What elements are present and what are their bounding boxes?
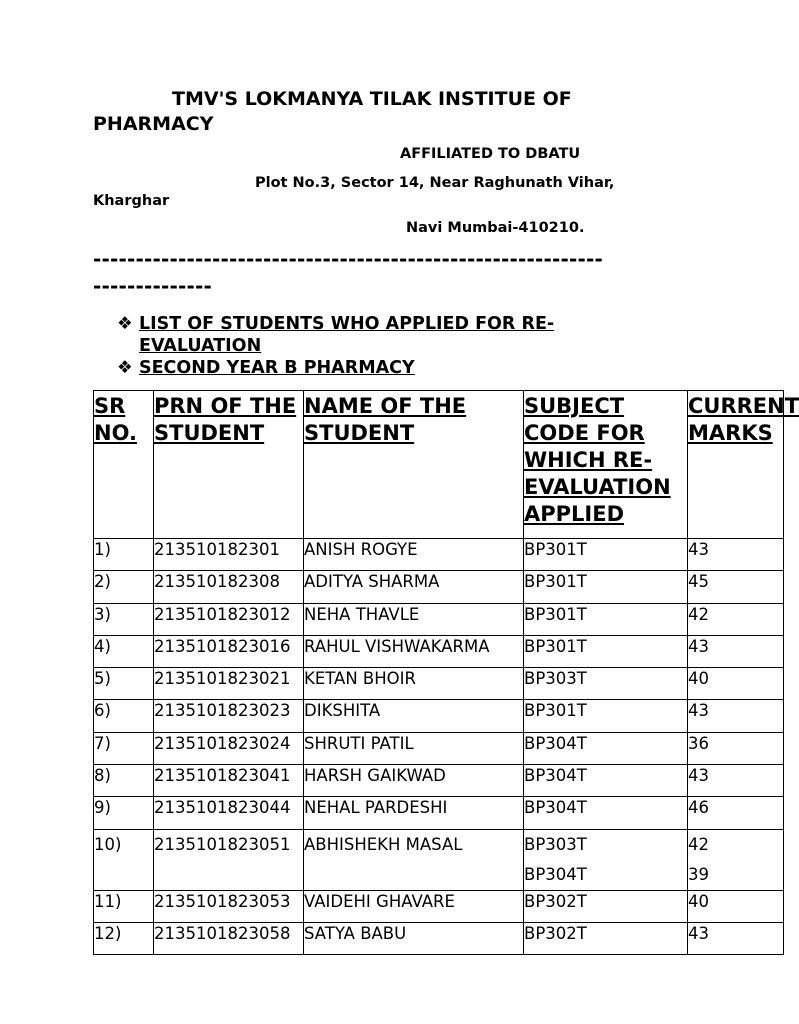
cell-sr-no-text: 9) — [94, 798, 111, 818]
divider-line1: ------------------------------------------------------------ — [93, 247, 604, 271]
cell-current-marks — [688, 635, 784, 667]
cell-sr-no-text: 6) — [94, 701, 111, 721]
cell-prn — [154, 890, 304, 922]
table-row — [94, 890, 784, 922]
cell-student-name — [304, 797, 524, 829]
affiliation-text: AFFILIATED TO DBATU — [400, 146, 581, 162]
cell-sr-no-text: 8) — [94, 766, 111, 786]
cell-subject-code-text: BP304T — [524, 766, 587, 786]
cell-prn-text: 2135101823012 — [154, 604, 291, 624]
cell-student-name — [304, 603, 524, 635]
table-row — [94, 603, 784, 635]
institute-title-line2: PHARMACY — [93, 113, 214, 135]
table-row — [94, 539, 784, 571]
cell-current-marks — [688, 890, 784, 922]
table-row — [94, 829, 784, 890]
cell-student-name-text: DIKSHITA — [304, 701, 381, 721]
cell-subject-code-text: BP302T — [524, 891, 587, 911]
cell-prn — [154, 765, 304, 797]
cell-student-name-text: HARSH GAIKWAD — [304, 766, 446, 786]
cell-student-name — [304, 635, 524, 667]
cell-student-name-text: NEHAL PARDESHI — [304, 798, 448, 818]
cell-sr-no — [94, 922, 154, 954]
cell-student-name — [304, 668, 524, 700]
cell-sr-no-text: 11) — [94, 891, 122, 911]
cell-student-name — [304, 732, 524, 764]
cell-current-marks-text: 45 — [688, 572, 709, 592]
table-row — [94, 922, 784, 954]
cell-prn-text: 2135101823051 — [154, 834, 291, 854]
cell-student-name — [304, 829, 524, 890]
cell-sr-no — [94, 571, 154, 603]
cell-sr-no — [94, 603, 154, 635]
cell-subject-code — [524, 829, 688, 890]
address-line2: Kharghar — [93, 193, 170, 209]
cell-prn — [154, 539, 304, 571]
cell-sr-no-text: 3) — [94, 604, 111, 624]
cell-student-name — [304, 890, 524, 922]
cell-student-name-text: KETAN BHOIR — [304, 669, 416, 689]
cell-subject-code-text: BP301T — [524, 701, 587, 721]
cell-current-marks — [688, 668, 784, 700]
table-header-row — [94, 391, 784, 539]
cell-student-name — [304, 571, 524, 603]
address-line1: Plot No.3, Sector 14, Near Raghunath Vihar, — [255, 175, 615, 191]
table-row — [94, 732, 784, 764]
cell-subject-code — [524, 922, 688, 954]
cell-sr-no — [94, 539, 154, 571]
cell-subject-code-text: BP303T — [524, 834, 587, 854]
cell-prn-text: 2135101823053 — [154, 891, 291, 911]
cell-student-name — [304, 539, 524, 571]
cell-subject-code-text: BP304T — [524, 798, 587, 818]
diamond-bullet-icon: ❖ — [117, 358, 133, 378]
bullet-text: SECOND YEAR B PHARMACY — [139, 358, 415, 378]
cell-sr-no-text: 1) — [94, 540, 111, 559]
cell-subject-code — [524, 700, 688, 732]
cell-prn — [154, 603, 304, 635]
cell-subject-code-text: BP301T — [524, 540, 587, 559]
cell-sr-no — [94, 829, 154, 890]
cell-prn-text: 2135101823024 — [154, 733, 291, 753]
cell-prn — [154, 571, 304, 603]
cell-subject-code-text: BP303T — [524, 669, 587, 689]
cell-sr-no-text: 7) — [94, 733, 111, 753]
cell-current-marks — [688, 797, 784, 829]
cell-current-marks-text: 43 — [688, 636, 709, 656]
cell-prn-text: 2135101823058 — [154, 923, 291, 943]
table-row — [94, 797, 784, 829]
cell-current-marks-text: 43 — [688, 923, 709, 943]
header-student-name: NAME OF THE STUDENT — [304, 391, 524, 539]
cell-subject-code — [524, 732, 688, 764]
cell-current-marks-text: 36 — [688, 733, 709, 753]
cell-subject-code — [524, 571, 688, 603]
cell-student-name — [304, 922, 524, 954]
cell-prn-text: 213510182301 — [154, 540, 280, 559]
cell-sr-no — [94, 668, 154, 700]
cell-student-name-text: ABHISHEKH MASAL — [304, 834, 463, 854]
cell-prn-text: 2135101823023 — [154, 701, 291, 721]
cell-subject-code — [524, 603, 688, 635]
cell-current-marks — [688, 732, 784, 764]
cell-current-marks — [688, 539, 784, 571]
cell-current-marks-text: 43 — [688, 766, 709, 786]
heading-bullets — [117, 313, 657, 379]
cell-prn — [154, 829, 304, 890]
cell-current-marks — [688, 922, 784, 954]
header-subject-code: SUBJECT CODE FOR WHICH RE-EVALUATION APPLIED — [524, 391, 688, 539]
cell-subject-code-text: BP301T — [524, 572, 587, 592]
header-sr-no: SR NO. — [94, 391, 154, 539]
cell-student-name-text: RAHUL VISHWAKARMA — [304, 636, 490, 656]
cell-sr-no — [94, 765, 154, 797]
cell-prn-text: 2135101823044 — [154, 798, 291, 818]
cell-subject-code — [524, 890, 688, 922]
table-row — [94, 571, 784, 603]
cell-student-name-text: VAIDEHI GHAVARE — [304, 891, 455, 911]
cell-student-name — [304, 765, 524, 797]
cell-current-marks-text: 40 — [688, 669, 709, 689]
cell-prn — [154, 797, 304, 829]
cell-sr-no-text: 2) — [94, 572, 111, 592]
cell-sr-no — [94, 890, 154, 922]
diamond-bullet-icon: ❖ — [117, 314, 133, 334]
cell-subject-code-text: BP304T — [524, 864, 587, 884]
cell-subject-code — [524, 765, 688, 797]
cell-student-name-text: ADITYA SHARMA — [304, 572, 440, 592]
bullet-text: LIST OF STUDENTS WHO APPLIED FOR RE-EVALUATION — [139, 314, 555, 356]
cell-current-marks — [688, 765, 784, 797]
institute-title-line1: TMV'S LOKMANYA TILAK INSTITUE OF — [172, 88, 572, 110]
cell-sr-no — [94, 797, 154, 829]
cell-subject-code — [524, 635, 688, 667]
cell-current-marks — [688, 829, 784, 890]
cell-prn — [154, 635, 304, 667]
cell-current-marks — [688, 603, 784, 635]
cell-current-marks-text: 40 — [688, 891, 709, 911]
reevaluation-table — [93, 390, 799, 955]
divider-line2: -------------- — [93, 274, 213, 298]
cell-current-marks — [688, 571, 784, 603]
cell-student-name-text: NEHA THAVLE — [304, 604, 420, 624]
cell-current-marks-text: 42 — [688, 604, 709, 624]
header-current-marks: CURRENT MARKS — [688, 391, 784, 539]
cell-student-name-text: ANISH ROGYE — [304, 540, 418, 559]
cell-prn — [154, 668, 304, 700]
table-row — [94, 635, 784, 667]
cell-student-name-text: SATYA BABU — [304, 923, 407, 943]
cell-prn-text: 2135101823041 — [154, 766, 291, 786]
cell-sr-no-text: 5) — [94, 669, 111, 689]
cell-subject-code — [524, 668, 688, 700]
cell-student-name — [304, 700, 524, 732]
table-row — [94, 765, 784, 797]
cell-current-marks-text: 46 — [688, 798, 709, 818]
address-line3: Navi Mumbai-410210. — [406, 220, 585, 236]
cell-prn-text: 2135101823021 — [154, 669, 291, 689]
cell-sr-no-text: 10) — [94, 834, 122, 854]
table-row — [94, 700, 784, 732]
header-prn: PRN OF THE STUDENT — [154, 391, 304, 539]
cell-subject-code — [524, 539, 688, 571]
cell-current-marks-text: 43 — [688, 701, 709, 721]
cell-subject-code-text: BP301T — [524, 604, 587, 624]
cell-sr-no-text: 12) — [94, 923, 122, 943]
cell-current-marks-text: 42 — [688, 834, 709, 854]
cell-prn-text: 2135101823016 — [154, 636, 291, 656]
cell-prn — [154, 732, 304, 764]
cell-current-marks-text: 39 — [688, 864, 709, 884]
cell-subject-code-text: BP301T — [524, 636, 587, 656]
cell-prn — [154, 700, 304, 732]
cell-sr-no — [94, 732, 154, 764]
bullet-item — [117, 313, 657, 357]
cell-subject-code-text: BP304T — [524, 733, 587, 753]
cell-subject-code-text: BP302T — [524, 923, 587, 943]
cell-sr-no — [94, 635, 154, 667]
cell-subject-code — [524, 797, 688, 829]
cell-student-name-text: SHRUTI PATIL — [304, 733, 414, 753]
bullet-item — [117, 357, 657, 379]
cell-prn-text: 213510182308 — [154, 572, 280, 592]
cell-current-marks-text: 43 — [688, 540, 709, 559]
cell-prn — [154, 922, 304, 954]
cell-sr-no-text: 4) — [94, 636, 111, 656]
table-row — [94, 668, 784, 700]
cell-current-marks — [688, 700, 784, 732]
cell-sr-no — [94, 700, 154, 732]
